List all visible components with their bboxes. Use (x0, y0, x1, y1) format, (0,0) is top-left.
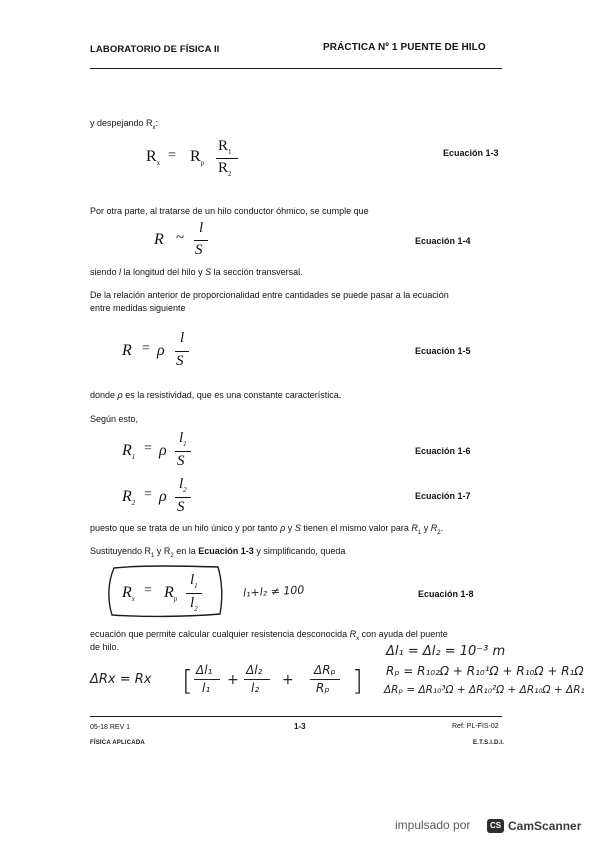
header-rule (90, 68, 502, 69)
equation-1-6: $R_1$ = ρ $l_1$ S (122, 430, 212, 472)
header-left: LABORATORIO DE FÍSICA II (90, 44, 220, 55)
equation-1-7-label: Ecuación 1-7 (415, 491, 471, 501)
paragraph-sustituyendo: Sustituyendo $R_1$ y $R_2$ en la Ecuación 1-3 y simplificando, queda (90, 546, 346, 559)
footer-ref: Ref: PL-FIS-02 (452, 723, 499, 730)
equation-1-7: $R_2$ = ρ $l_2$ S (122, 476, 212, 518)
handwritten-delta-rx: ΔRx = Rx [ Δl₁ l₁ + Δl₂ l₂ + ΔRₚ Rₚ ] (90, 663, 363, 697)
handwritten-note-sum: l₁+l₂ ≠ 100 (242, 583, 305, 600)
paragraph-ecuacion-l2: de hilo. (90, 642, 120, 652)
camscanner-brand: CamScanner (508, 818, 582, 833)
equation-1-5: R = ρ l S (122, 330, 212, 372)
paragraph-puesto: puesto que se trata de un hilo único y por tanto ρ y S tienen el mismo valor para $R_1$ y $R_2$. (90, 523, 444, 536)
footer-department: FÍSICA APLICADA (90, 740, 145, 746)
equation-1-5-label: Ecuación 1-5 (415, 346, 471, 356)
footer-page-number: 1-3 (294, 722, 306, 731)
equation-1-8: $R_x$ = $R_p$ $l_1$ $l_2$ (122, 570, 212, 616)
paragraph-ohmic: Por otra parte, al tratarse de un hilo conductor óhmico, se cumple que (90, 206, 369, 216)
equation-1-3-label: Ecuación 1-3 (443, 148, 499, 158)
footer-revision: 05-18 REV 1 (90, 724, 131, 731)
handwritten-delta-l: Δl₁ = Δl₂ = 10⁻³ m (386, 644, 506, 659)
watermark-text: impulsado por (395, 818, 471, 832)
camscanner-icon: CS (487, 819, 504, 833)
paragraph-ecuacion-l1: ecuación que permite calcular cualquier resistencia desconocida $R_x$ con ayuda del puente (90, 629, 448, 642)
footer-rule (90, 716, 502, 717)
equation-1-4-label: Ecuación 1-4 (415, 236, 471, 246)
handwritten-delta-rp: ΔRₚ = ΔR₁₀³Ω + ΔR₁₀²Ω + ΔR₁₀Ω + ΔR₁ (384, 684, 585, 696)
paragraph-siendo: siendo l la longitud del hilo y S la sección transversal. (90, 267, 303, 277)
camscanner-logo (487, 817, 581, 835)
paragraph-segun: Según esto, (90, 414, 139, 424)
paragraph-relacion-l2: entre medidas siguiente (90, 303, 186, 313)
handwritten-rp: Rₚ = R₁₀₂Ω + R₁₀¹Ω + R₁₀Ω + R₁Ω (386, 664, 584, 678)
equation-1-3: $R_x$ = $R_p$ $R_1$ $R_2$ (146, 138, 266, 182)
paragraph-donde: donde ρ es la resistividad, que es una constante característica. (90, 390, 342, 400)
header-right: PRÁCTICA Nº 1 PUENTE DE HILO (323, 42, 486, 53)
paragraph-relacion-l1: De la relación anterior de proporcionalidad entre cantidades se puede pasar a la ecuación (90, 290, 449, 300)
footer-school: E.T.S.I.D.I. (473, 740, 505, 746)
intro-line: y despejando $R_x$: (90, 118, 159, 131)
equation-1-6-label: Ecuación 1-6 (415, 446, 471, 456)
equation-1-4: R ~ l S (154, 220, 234, 262)
equation-1-8-label: Ecuación 1-8 (418, 589, 474, 599)
